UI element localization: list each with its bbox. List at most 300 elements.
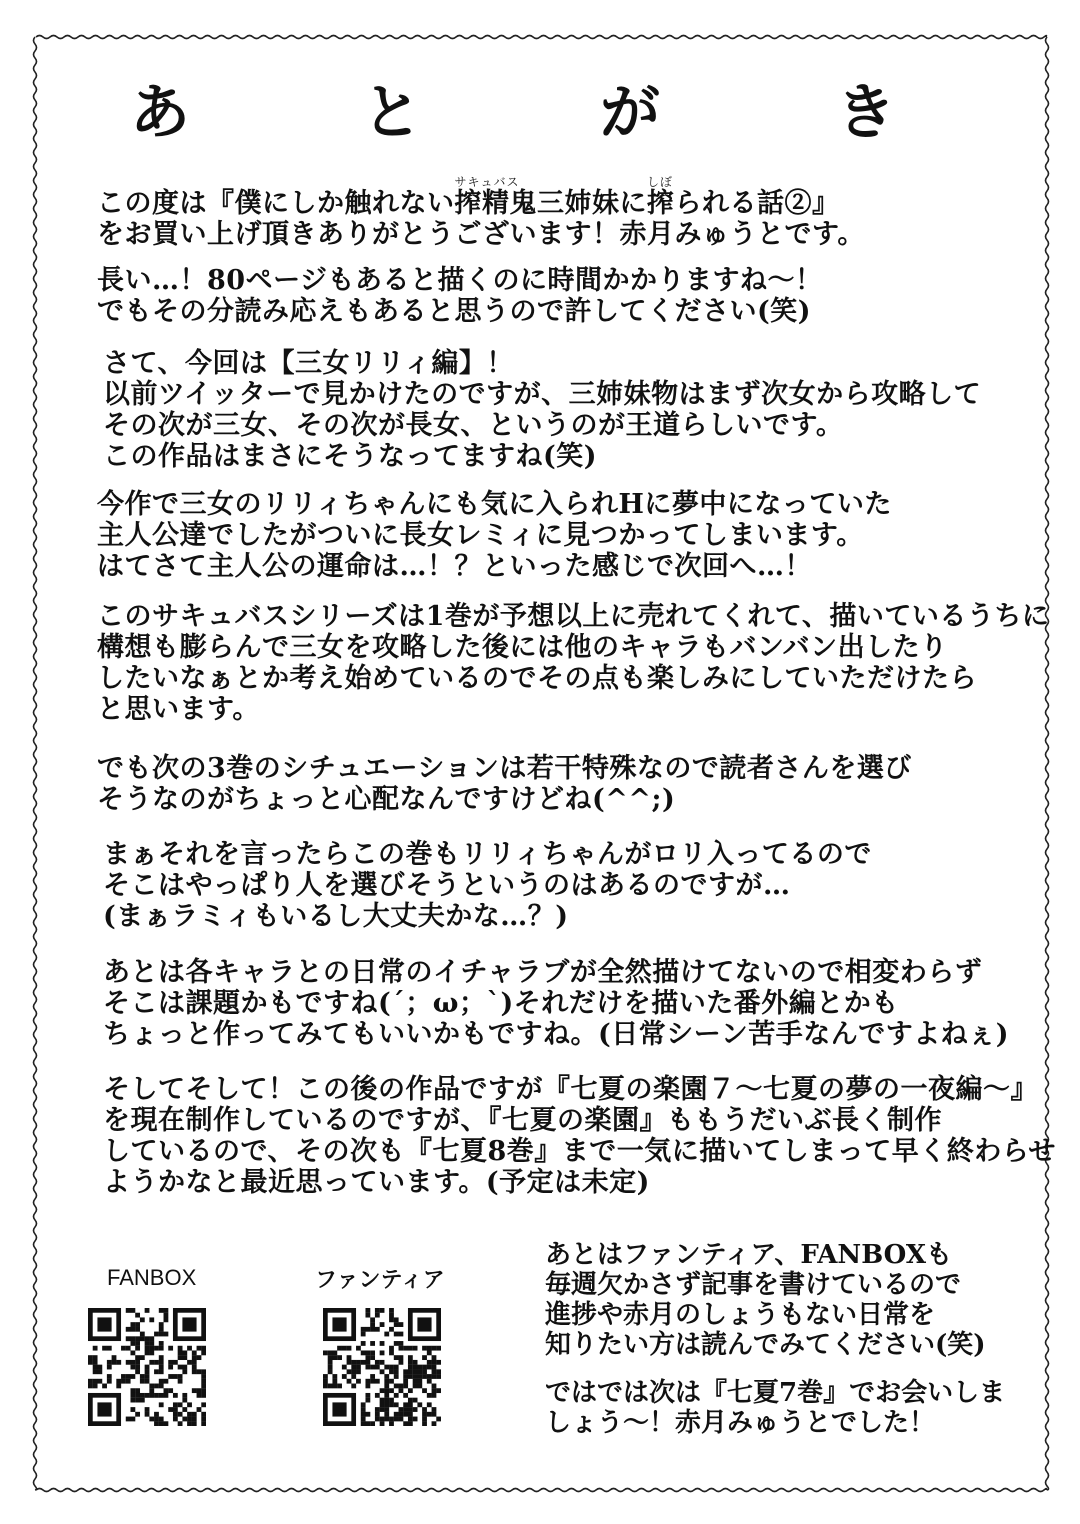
- qr-module: [351, 1365, 356, 1370]
- text-line: ではでは次は『七夏7巻』でお会いしま: [545, 1378, 1006, 1408]
- qr-module: [121, 1374, 126, 1379]
- wavy-border-right: [1046, 37, 1049, 1490]
- qr-module: [135, 1393, 140, 1398]
- qr-module: [168, 1346, 173, 1351]
- qr-module: [370, 1341, 375, 1346]
- qr-module: [361, 1341, 366, 1346]
- qr-module: [361, 1421, 366, 1426]
- text-line: このサキュバスシリーズは1巻が予想以上に売れてくれて、描いているうちに: [97, 601, 1050, 632]
- qr-module: [394, 1332, 399, 1337]
- qr-module: [347, 1346, 352, 1351]
- qr-module: [380, 1388, 385, 1393]
- qr-module: [201, 1388, 206, 1393]
- ruby-word: [647, 175, 675, 219]
- qr-module: [145, 1374, 150, 1379]
- qr-module: [394, 1341, 399, 1346]
- text-line: 以前ツイッターで見かけたのですが、三姉妹物はまず次女から攻略して: [103, 379, 982, 410]
- paragraph-6: [97, 753, 912, 815]
- text-line: 今作で三女のリリィちゃんにも気に入られHに夢中になっていた: [97, 489, 892, 520]
- qr-module: [408, 1355, 413, 1360]
- qr-module: [370, 1322, 375, 1327]
- qr-module: [130, 1336, 135, 1341]
- qr-module: [140, 1332, 145, 1337]
- ruby-word: [454, 175, 538, 219]
- qr-module: [389, 1327, 394, 1332]
- qr-module: [130, 1417, 135, 1422]
- qr-module: [408, 1374, 413, 1379]
- text-line: あとはファンティア、FANBOXも: [545, 1240, 953, 1270]
- qr-module: [135, 1322, 140, 1327]
- qr-module: [135, 1327, 140, 1332]
- qr-module: [399, 1417, 404, 1422]
- qr-module: [130, 1398, 135, 1403]
- qr-module: [384, 1365, 389, 1370]
- qr-module: [394, 1417, 399, 1422]
- qr-module: [408, 1360, 413, 1365]
- qr-module: [149, 1336, 154, 1341]
- text-line: まぁそれを言ったらこの巻もリリィちゃんがロリ入ってるので: [103, 839, 872, 870]
- qr-module: [93, 1360, 98, 1365]
- qr-module: [135, 1398, 140, 1403]
- qr-module: [380, 1360, 385, 1365]
- qr-module: [149, 1388, 154, 1393]
- qr-module: [432, 1407, 437, 1412]
- qr-module: [375, 1417, 380, 1422]
- qr-module: [130, 1388, 135, 1393]
- qr-module: [384, 1384, 389, 1389]
- text-segment: この度は『僕にしか触れない: [97, 188, 455, 219]
- qr-module: [173, 1407, 178, 1412]
- qr-module: [356, 1369, 361, 1374]
- qr-module: [107, 1374, 112, 1379]
- qr-module: [408, 1417, 413, 1422]
- qr-module: [403, 1346, 408, 1351]
- qr-module: [112, 1355, 117, 1360]
- qr-module: [154, 1384, 159, 1389]
- qr-module: [154, 1369, 159, 1374]
- qr-module: [130, 1350, 135, 1355]
- qr-module: [365, 1421, 370, 1426]
- qr-module: [178, 1365, 183, 1370]
- qr-module: [135, 1365, 140, 1370]
- qr-module: [159, 1402, 164, 1407]
- qr-module: [370, 1350, 375, 1355]
- qr-module: [389, 1379, 394, 1384]
- qr-module: [332, 1350, 337, 1355]
- qr-module: [149, 1350, 154, 1355]
- qr-module: [168, 1374, 173, 1379]
- page-title: [0, 78, 1080, 148]
- qr-module: [328, 1369, 333, 1374]
- qr-module: [427, 1412, 432, 1417]
- qr-module: [399, 1388, 404, 1393]
- qr-module: [408, 1412, 413, 1417]
- qr-module: [384, 1393, 389, 1398]
- paragraph-4: [97, 489, 892, 582]
- side-note: [545, 1240, 986, 1360]
- qr-module: [154, 1421, 159, 1426]
- text-line: でも次の3巻のシチュエーションは若干特殊なので読者さんを選び: [97, 753, 912, 784]
- qr-code-fantia[interactable]: [323, 1308, 441, 1426]
- qr-module: [135, 1341, 140, 1346]
- qr-module: [365, 1412, 370, 1417]
- qr-module: [88, 1384, 93, 1389]
- qr-module: [422, 1407, 427, 1412]
- qr-module: [389, 1402, 394, 1407]
- qr-module: [422, 1346, 427, 1351]
- qr-module: [116, 1379, 121, 1384]
- text-line: しょう～！赤月みゅうとでした！: [545, 1408, 936, 1438]
- qr-module: [399, 1332, 404, 1337]
- qr-module: [178, 1374, 183, 1379]
- qr-module: [164, 1313, 169, 1318]
- qr-module: [328, 1355, 333, 1360]
- qr-module: [135, 1346, 140, 1351]
- qr-module: [417, 1374, 422, 1379]
- qr-label-fanbox: FANBOX: [107, 1265, 197, 1290]
- qr-module: [370, 1317, 375, 1322]
- text-line: そこは課題かもですね(´；ω；`)それだけを描いた番外編とかも: [103, 988, 899, 1019]
- qr-module: [126, 1308, 131, 1313]
- text-line: 毎週欠かさず記事を書けているので: [545, 1270, 962, 1300]
- qr-module: [413, 1360, 418, 1365]
- qr-module: [380, 1402, 385, 1407]
- qr-module: [164, 1308, 169, 1313]
- text-segment: 搾: [647, 188, 675, 219]
- qr-module: [149, 1341, 154, 1346]
- qr-module: [351, 1384, 356, 1389]
- qr-module: [182, 1350, 187, 1355]
- qr-module: [140, 1336, 145, 1341]
- qr-module: [422, 1369, 427, 1374]
- qr-module: [178, 1412, 183, 1417]
- qr-module: [347, 1355, 352, 1360]
- qr-module: [126, 1374, 131, 1379]
- qr-module: [145, 1336, 150, 1341]
- qr-module: [178, 1402, 183, 1407]
- text-line: [97, 175, 865, 219]
- qr-module: [145, 1341, 150, 1346]
- qr-module: [427, 1365, 432, 1370]
- qr-module: [159, 1346, 164, 1351]
- qr-module: [394, 1365, 399, 1370]
- qr-module: [361, 1327, 366, 1332]
- qr-module: [159, 1327, 164, 1332]
- qr-module: [149, 1346, 154, 1351]
- qr-module: [135, 1355, 140, 1360]
- qr-module: [380, 1369, 385, 1374]
- qr-module: [427, 1350, 432, 1355]
- qr-module: [361, 1350, 366, 1355]
- qr-module: [164, 1393, 169, 1398]
- qr-module: [432, 1369, 437, 1374]
- qr-module: [356, 1379, 361, 1384]
- qr-module: [182, 1393, 187, 1398]
- qr-module: [399, 1346, 404, 1351]
- text-line: でもその分読み応えもあると思うので許してください(笑): [97, 296, 812, 327]
- qr-module: [130, 1393, 135, 1398]
- qr-module: [427, 1360, 432, 1365]
- qr-module: [384, 1379, 389, 1384]
- qr-module: [384, 1398, 389, 1403]
- qr-module: [201, 1379, 206, 1384]
- qr-module: [328, 1384, 333, 1389]
- qr-module: [394, 1402, 399, 1407]
- qr-module: [187, 1402, 192, 1407]
- qr-module: [365, 1379, 370, 1384]
- text-line: と思います。: [97, 694, 260, 725]
- qr-module: [417, 1402, 422, 1407]
- qr-module: [182, 1417, 187, 1422]
- qr-module: [432, 1388, 437, 1393]
- qr-module: [97, 1379, 102, 1384]
- qr-module: [93, 1384, 98, 1389]
- qr-module: [403, 1374, 408, 1379]
- qr-module: [427, 1402, 432, 1407]
- qr-module: [394, 1384, 399, 1389]
- qr-module: [408, 1407, 413, 1412]
- qr-module: [107, 1379, 112, 1384]
- qr-module: [182, 1407, 187, 1412]
- text-line: そこはやっぱり人を選びそうというのはあるのですが…: [103, 870, 791, 901]
- qr-module: [159, 1369, 164, 1374]
- qr-module: [436, 1369, 441, 1374]
- qr-module: [365, 1360, 370, 1365]
- qr-module: [116, 1360, 121, 1365]
- qr-module: [130, 1407, 135, 1412]
- text-line: その次が三女、その次が長女、というのが王道らしいです。: [103, 410, 844, 441]
- qr-module: [432, 1384, 437, 1389]
- qr-module: [408, 1369, 413, 1374]
- qr-module: [417, 1369, 422, 1374]
- qr-module: [201, 1350, 206, 1355]
- qr-module: [173, 1402, 178, 1407]
- qr-module: [413, 1369, 418, 1374]
- qr-module: [365, 1327, 370, 1332]
- qr-module: [328, 1360, 333, 1365]
- qr-module: [140, 1355, 145, 1360]
- qr-module: [173, 1412, 178, 1417]
- qr-module: [201, 1417, 206, 1422]
- qr-module: [347, 1369, 352, 1374]
- qr-module: [384, 1417, 389, 1422]
- qr-module: [380, 1341, 385, 1346]
- qr-module: [361, 1360, 366, 1365]
- qr-module: [164, 1388, 169, 1393]
- qr-module: [192, 1421, 197, 1426]
- qr-module: [201, 1393, 206, 1398]
- qr-module: [197, 1388, 202, 1393]
- qr-module: [140, 1374, 145, 1379]
- title-char: と: [362, 78, 422, 148]
- qr-code-fanbox[interactable]: [88, 1308, 206, 1426]
- qr-module: [159, 1332, 164, 1337]
- qr-module: [178, 1355, 183, 1360]
- text-line: この作品はまさにそうなってますね(笑): [103, 441, 598, 472]
- qr-module: [408, 1421, 413, 1426]
- ruby-annotation: サキュバス: [454, 175, 520, 189]
- qr-module: [389, 1369, 394, 1374]
- qr-module: [182, 1398, 187, 1403]
- qr-module: [380, 1417, 385, 1422]
- qr-module: [192, 1417, 197, 1422]
- qr-module: [403, 1421, 408, 1426]
- text-line: はてさて主人公の運命は…！？といった感じで次回へ…！: [97, 551, 812, 582]
- qr-module: [130, 1322, 135, 1327]
- qr-module: [328, 1365, 333, 1370]
- qr-module: [182, 1365, 187, 1370]
- qr-module: [389, 1313, 394, 1318]
- qr-module: [168, 1388, 173, 1393]
- qr-module: [121, 1346, 126, 1351]
- qr-module: [399, 1384, 404, 1389]
- qr-module: [145, 1412, 150, 1417]
- qr-module: [375, 1393, 380, 1398]
- qr-module: [427, 1379, 432, 1384]
- qr-module: [323, 1384, 328, 1389]
- qr-module: [399, 1355, 404, 1360]
- text-segment: 三姉妹に: [537, 188, 647, 219]
- qr-module: [399, 1412, 404, 1417]
- qr-module: [417, 1379, 422, 1384]
- qr-module: [413, 1398, 418, 1403]
- qr-module: [370, 1421, 375, 1426]
- qr-module: [356, 1360, 361, 1365]
- qr-module: [135, 1360, 140, 1365]
- qr-module: [422, 1417, 427, 1422]
- qr-module: [432, 1374, 437, 1379]
- qr-module: [93, 1369, 98, 1374]
- qr-module: [413, 1379, 418, 1384]
- qr-module: [332, 1379, 337, 1384]
- qr-module: [436, 1360, 441, 1365]
- qr-module: [356, 1346, 361, 1351]
- qr-module: [422, 1421, 427, 1426]
- paragraph-8: [103, 957, 1009, 1050]
- qr-module: [408, 1388, 413, 1393]
- qr-module: [384, 1412, 389, 1417]
- text-line: したいなぁとか考え始めているのでその点も楽しみにしていただけたら: [97, 663, 977, 694]
- text-line: 主人公達でしたがついに長女レミィに見つかってしまいます。: [97, 520, 864, 551]
- qr-module: [399, 1360, 404, 1365]
- qr-module: [192, 1412, 197, 1417]
- qr-module: [323, 1374, 328, 1379]
- qr-module: [365, 1393, 370, 1398]
- qr-module: [394, 1322, 399, 1327]
- qr-module: [107, 1365, 112, 1370]
- qr-module: [342, 1374, 347, 1379]
- qr-module: [384, 1388, 389, 1393]
- qr-module: [375, 1313, 380, 1318]
- qr-module: [413, 1346, 418, 1351]
- qr-module: [399, 1407, 404, 1412]
- qr-module: [389, 1421, 394, 1426]
- qr-module: [332, 1374, 337, 1379]
- qr-module: [351, 1360, 356, 1365]
- qr-module: [182, 1355, 187, 1360]
- qr-module: [389, 1350, 394, 1355]
- qr-module: [130, 1360, 135, 1365]
- qr-module: [432, 1360, 437, 1365]
- qr-module: [88, 1360, 93, 1365]
- qr-module: [178, 1379, 183, 1384]
- qr-module: [380, 1322, 385, 1327]
- text-line: を現在制作しているのですが、『七夏の楽園』ももうだいぶ長く制作: [103, 1105, 942, 1136]
- qr-module: [394, 1393, 399, 1398]
- qr-module: [130, 1341, 135, 1346]
- qr-module: [201, 1412, 206, 1417]
- qr-module: [173, 1374, 178, 1379]
- qr-module: [403, 1412, 408, 1417]
- qr-module: [145, 1369, 150, 1374]
- qr-module: [173, 1417, 178, 1422]
- closing-note: [545, 1378, 1005, 1438]
- qr-module: [130, 1308, 135, 1313]
- wavy-border-left: [34, 37, 37, 1490]
- text-line: 長い…！80ページもあると描くのに時間かかりますね～！: [97, 265, 823, 296]
- qr-module: [116, 1384, 121, 1389]
- qr-module: [380, 1350, 385, 1355]
- qr-module: [436, 1374, 441, 1379]
- qr-module: [361, 1407, 366, 1412]
- qr-module: [432, 1365, 437, 1370]
- qr-module: [93, 1355, 98, 1360]
- text-line: (まぁラミィもいるし大丈夫かな…？): [103, 901, 569, 932]
- text-line: ちょっと作ってみてもいいかもですね。(日常シーン苦手なんですよねぇ): [103, 1019, 1010, 1050]
- qr-module: [201, 1421, 206, 1426]
- qr-module: [159, 1308, 164, 1313]
- qr-module: [384, 1374, 389, 1379]
- qr-module: [394, 1317, 399, 1322]
- qr-module: [436, 1388, 441, 1393]
- qr-module: [102, 1346, 107, 1351]
- qr-module: [93, 1365, 98, 1370]
- qr-module: [140, 1398, 145, 1403]
- qr-module: [361, 1332, 366, 1337]
- qr-module: [375, 1365, 380, 1370]
- qr-module: [135, 1369, 140, 1374]
- paragraph-intro: [97, 175, 865, 250]
- text-line: そしてそして！この後の作品ですが『七夏の楽園７～七夏の夢の一夜編～』: [103, 1074, 1038, 1105]
- qr-module: [337, 1384, 342, 1389]
- qr-module: [126, 1379, 131, 1384]
- qr-module: [178, 1346, 183, 1351]
- qr-module: [380, 1398, 385, 1403]
- qr-module: [187, 1412, 192, 1417]
- qr-module: [126, 1360, 131, 1365]
- qr-module: [130, 1327, 135, 1332]
- qr-module: [408, 1398, 413, 1403]
- text-line: 進捗や赤月のしょうもない日常を: [545, 1300, 936, 1330]
- qr-module: [187, 1360, 192, 1365]
- qr-module: [154, 1360, 159, 1365]
- qr-module: [347, 1379, 352, 1384]
- qr-module: [403, 1384, 408, 1389]
- qr-module: [168, 1365, 173, 1370]
- qr-module: [332, 1384, 337, 1389]
- qr-module: [394, 1355, 399, 1360]
- ruby-annotation: しぼ: [647, 175, 674, 189]
- qr-module: [342, 1365, 347, 1370]
- qr-module: [121, 1379, 126, 1384]
- qr-module: [422, 1365, 427, 1370]
- qr-module: [192, 1360, 197, 1365]
- qr-module: [197, 1355, 202, 1360]
- qr-module: [427, 1393, 432, 1398]
- qr-module: [384, 1402, 389, 1407]
- qr-module: [182, 1369, 187, 1374]
- qr-module: [413, 1384, 418, 1389]
